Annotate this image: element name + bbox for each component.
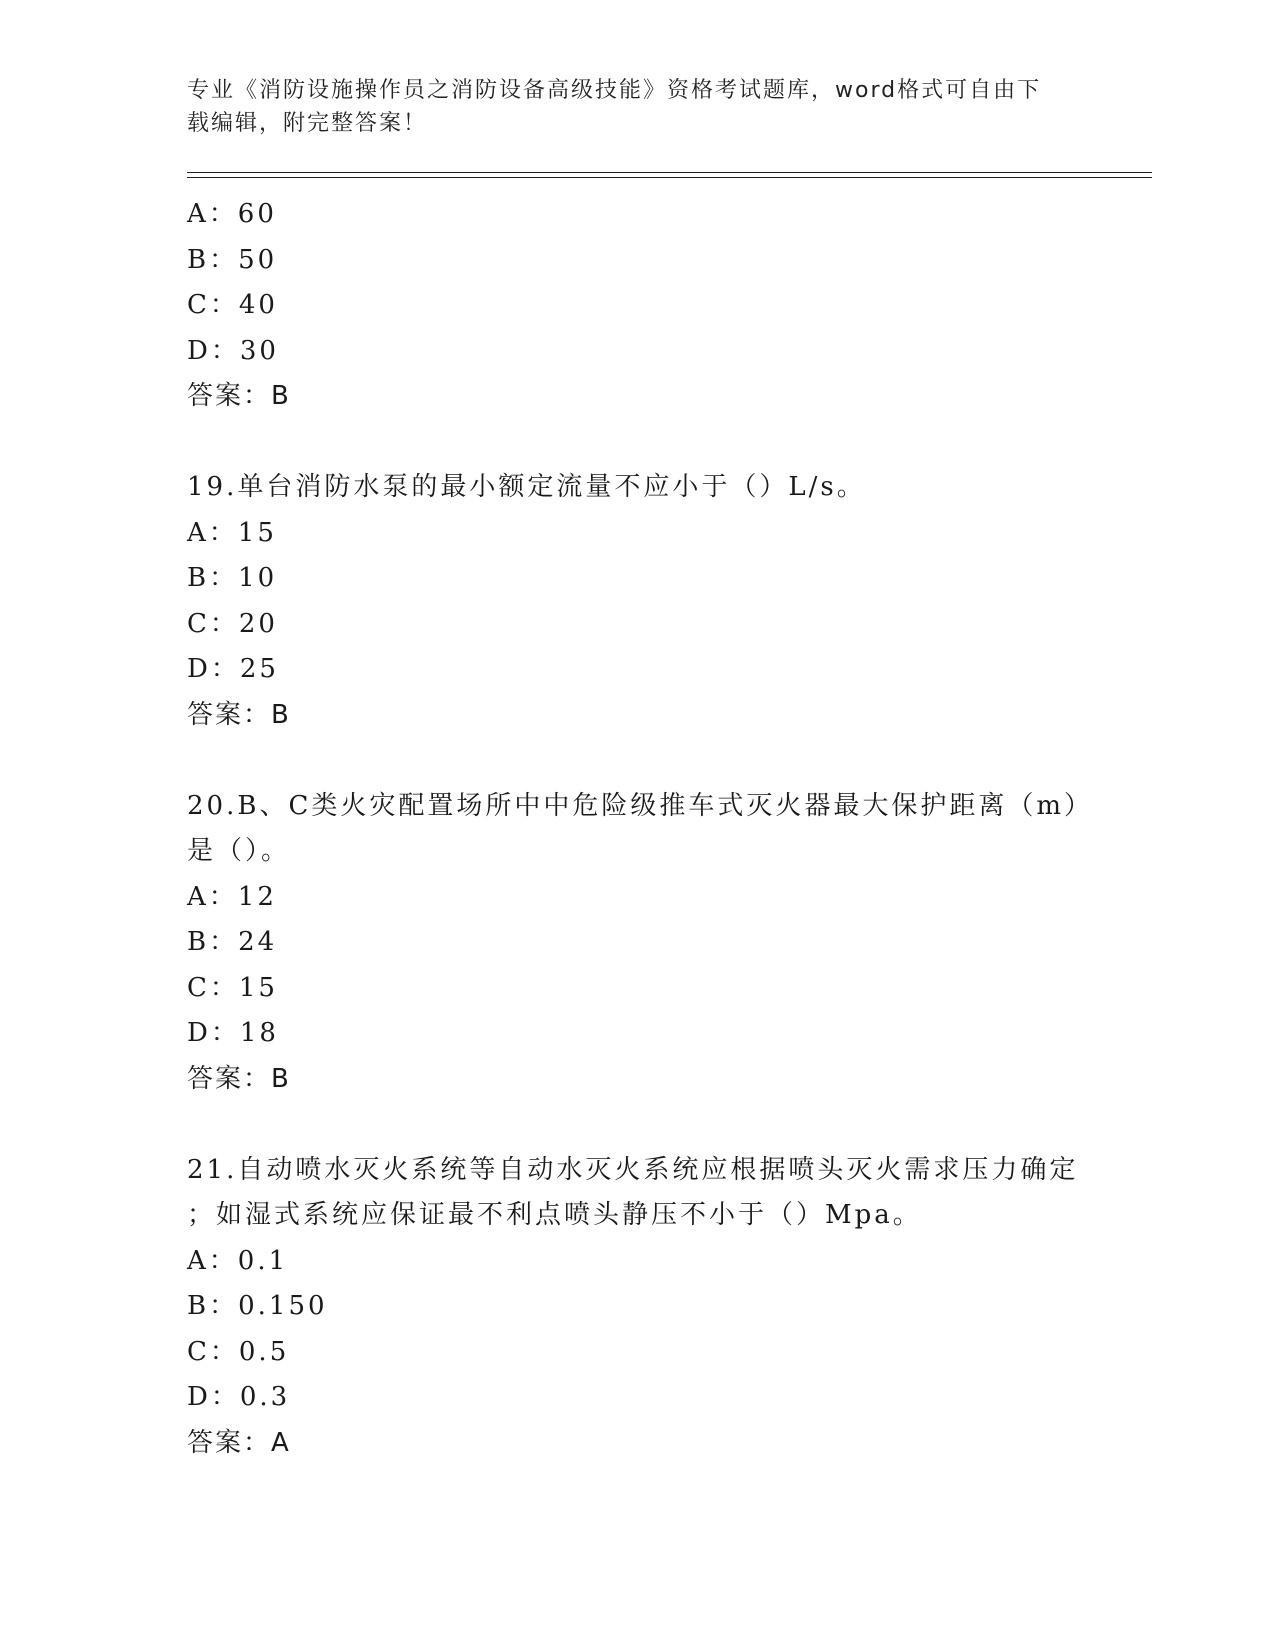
question-19 [187, 465, 1087, 738]
option-c: C：15 [187, 972, 278, 1003]
answer: 答案：B [187, 381, 291, 411]
option-a: A：12 [187, 881, 277, 912]
option-b: B：24 [187, 927, 278, 957]
header-line-2: 载编辑，附完整答案！ [187, 111, 428, 136]
option-a: A：15 [187, 517, 277, 548]
option-a: A：0.1 [187, 1245, 289, 1276]
option-d: D：18 [187, 1018, 279, 1048]
spacer [187, 738, 1087, 784]
question-list [187, 192, 1094, 1466]
answer: 答案：A [187, 1427, 291, 1458]
question-text-line-2: ；如湿式系统应保证最不利点喷头静压不小于（）Mpa。 [187, 1200, 922, 1230]
question-20 [187, 784, 1094, 1103]
option-d: D：25 [187, 654, 279, 684]
spacer [187, 1102, 1087, 1148]
header-line-1: 专业《消防设施操作员之消防设备高级技能》资格考试题库，word格式可自由下 [187, 78, 1042, 103]
option-b: B：0.150 [187, 1291, 328, 1321]
question-21 [187, 1148, 1087, 1467]
question-text-line-2: 是（）。 [187, 836, 291, 866]
header-rule-bottom [187, 177, 1152, 178]
answer: 答案：B [187, 699, 291, 730]
option-a: A：60 [187, 199, 277, 229]
header-rule-top [187, 172, 1152, 173]
question-text: 19.单台消防水泵的最小额定流量不应小于（）L/s。 [187, 472, 866, 502]
option-c: C：40 [187, 290, 278, 320]
answer: 答案：B [187, 1063, 291, 1094]
option-c: C：20 [187, 608, 278, 639]
question-18 [187, 192, 1087, 420]
option-c: C：0.5 [187, 1336, 290, 1367]
question-text-line-1: 21.自动喷水灭火系统等自动水灭火系统应根据喷头灭火需求压力确定 [187, 1154, 1079, 1185]
option-d: D：30 [187, 335, 279, 366]
document-header [187, 74, 1067, 140]
question-text-line-1: 20.B、C类火灾配置场所中中危险级推车式灭火器最大保护距离（m） [187, 790, 1094, 821]
option-b: B：50 [187, 244, 278, 275]
spacer [187, 420, 1087, 466]
option-b: B：10 [187, 563, 278, 593]
option-d: D：0.3 [187, 1382, 291, 1412]
